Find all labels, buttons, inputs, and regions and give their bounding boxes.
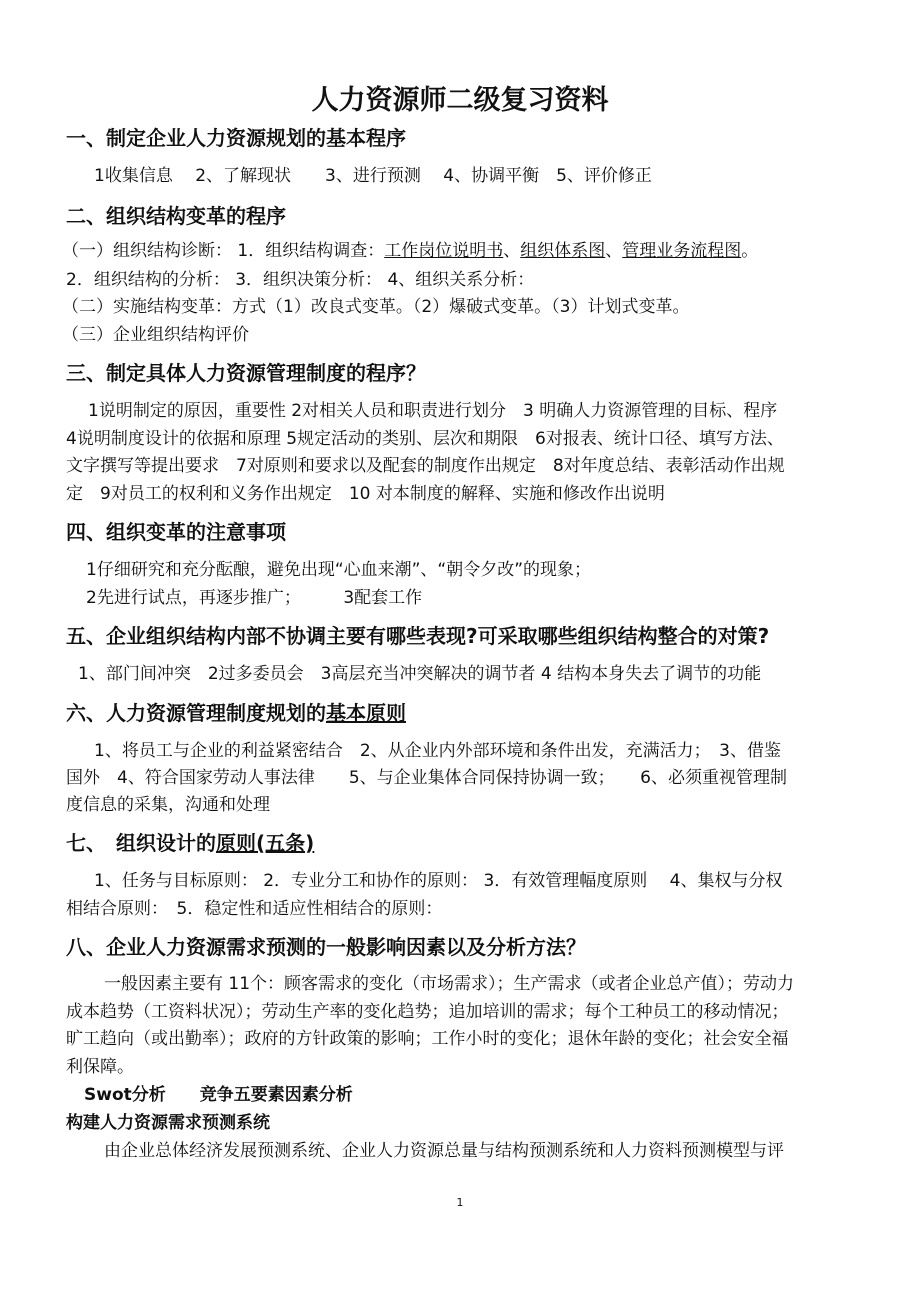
section-4-line-1: 1仔细研究和充分酝酿，避免出现“心血来潮”、“朝令夕改”的现象； bbox=[86, 560, 592, 580]
section-3-line-1: 1说明制定的原因，重要性 2对相关人员和职责进行划分 3 明确人力资源管理的目标、程序 bbox=[88, 401, 778, 421]
section-8-line-3: 旷工趋向（或出勤率）；政府的方针政策的影响；工作小时的变化；退休年龄的变化；社会安全福 bbox=[66, 1029, 789, 1049]
link-job-description: 工作岗位说明书 bbox=[384, 241, 504, 261]
section-3-line-4: 定 9对员工的权利和义务作出规定 10 对本制度的解释、实施和修改作出说明 bbox=[66, 484, 665, 504]
section-2-line-1 bbox=[62, 243, 758, 260]
section-6-heading-underlined: 基本原则 bbox=[326, 701, 406, 725]
section-8-line-1: 一般因素主要有 11个：顾客需求的变化（市场需求）；生产需求（或者企业总产值）；劳动力 bbox=[104, 974, 795, 994]
section-6-line-1: 1、将员工与企业的利益紧密结合 2、从企业内外部环境和条件出发，充满活力； 3、借鉴 bbox=[94, 741, 781, 761]
section-1-heading: 一、制定企业人力资源规划的基本程序 bbox=[66, 126, 406, 150]
section-8-line-4: 利保障。 bbox=[66, 1057, 134, 1077]
section-4-heading: 四、组织变革的注意事项 bbox=[66, 520, 286, 544]
section-7-heading bbox=[66, 833, 314, 853]
section-2-line-1-text: （一）组织结构诊断： 1．组织结构调查： bbox=[62, 241, 385, 261]
section-5-line-1: 1、部门间冲突 2过多委员会 3高层充当冲突解决的调节者 4 结构本身失去了调节的功能 bbox=[78, 664, 762, 684]
section-8-line-2: 成本趋势（工资料状况）；劳动生产率的变化趋势；追加培训的需求；每个工种员工的移动情况； bbox=[66, 1002, 789, 1022]
section-8-line-5: Swot分析 竞争五要素因素分析 bbox=[84, 1085, 353, 1105]
section-6-heading-text: 六、人力资源管理制度规划的 bbox=[66, 701, 326, 725]
section-3-line-2: 4说明制度设计的依据和原理 5规定活动的类别、层次和期限 6对报表、统计口径、填写方法、 bbox=[66, 429, 784, 449]
link-business-flowchart: 管理业务流程图 bbox=[622, 241, 742, 261]
section-2-line-3: （二）实施结构变革：方式（1）改良式变革。（2）爆破式变革。（3）计划式变革。 bbox=[62, 297, 690, 317]
section-2-line-2: 2．组织结构的分析： 3．组织决策分析： 4、组织关系分析： bbox=[66, 270, 535, 290]
section-7-heading-underlined: 原则(五条) bbox=[216, 831, 315, 855]
section-7-heading-text: 七、 组织设计的 bbox=[66, 831, 216, 855]
section-8-heading: 八、企业人力资源需求预测的一般影响因素以及分析方法？ bbox=[66, 935, 586, 959]
separator: 、 bbox=[605, 241, 623, 261]
section-2-heading: 二、组织结构变革的程序 bbox=[66, 204, 286, 228]
section-8-line-7: 由企业总体经济发展预测系统、企业人力资源总量与结构预测系统和人力资料预测模型与评 bbox=[104, 1141, 784, 1161]
section-4-line-2: 2先进行试点，再逐步推广； 3配套工作 bbox=[86, 588, 423, 608]
section-5-heading: 五、企业组织结构内部不协调主要有哪些表现?可采取哪些组织结构整合的对策? bbox=[66, 624, 770, 648]
line-end: 。 bbox=[741, 241, 759, 261]
section-1-line: 1收集信息 2、了解现状 3、进行预测 4、协调平衡 5、评价修正 bbox=[94, 166, 652, 186]
page-title: 人力资源师二级复习资料 bbox=[311, 85, 609, 116]
separator: 、 bbox=[503, 241, 521, 261]
section-6-heading bbox=[66, 703, 406, 723]
link-organization-chart: 组织体系图 bbox=[520, 241, 606, 261]
page-number: 1 bbox=[456, 1196, 464, 1209]
section-2-line-4: （三）企业组织结构评价 bbox=[62, 325, 249, 345]
section-3-line-3: 文字撰写等提出要求 7对原则和要求以及配套的制度作出规定 8对年度总结、表彰活动作出规 bbox=[66, 456, 785, 476]
section-7-line-2: 相结合原则： 5．稳定性和适应性相结合的原则： bbox=[66, 899, 443, 919]
section-3-heading: 三、制定具体人力资源管理制度的程序？ bbox=[66, 361, 426, 385]
section-6-line-3: 度信息的采集，沟通和处理 bbox=[66, 795, 270, 815]
section-6-line-2: 国外 4、符合国家劳动人事法律 5、与企业集体合同保持协调一致； 6、必须重视管理制 bbox=[66, 768, 787, 788]
section-8-subheading: 构建人力资源需求预测系统 bbox=[66, 1113, 270, 1133]
section-7-line-1: 1、任务与目标原则： 2．专业分工和协作的原则： 3．有效管理幅度原则 4、集权与分权 bbox=[94, 871, 783, 891]
